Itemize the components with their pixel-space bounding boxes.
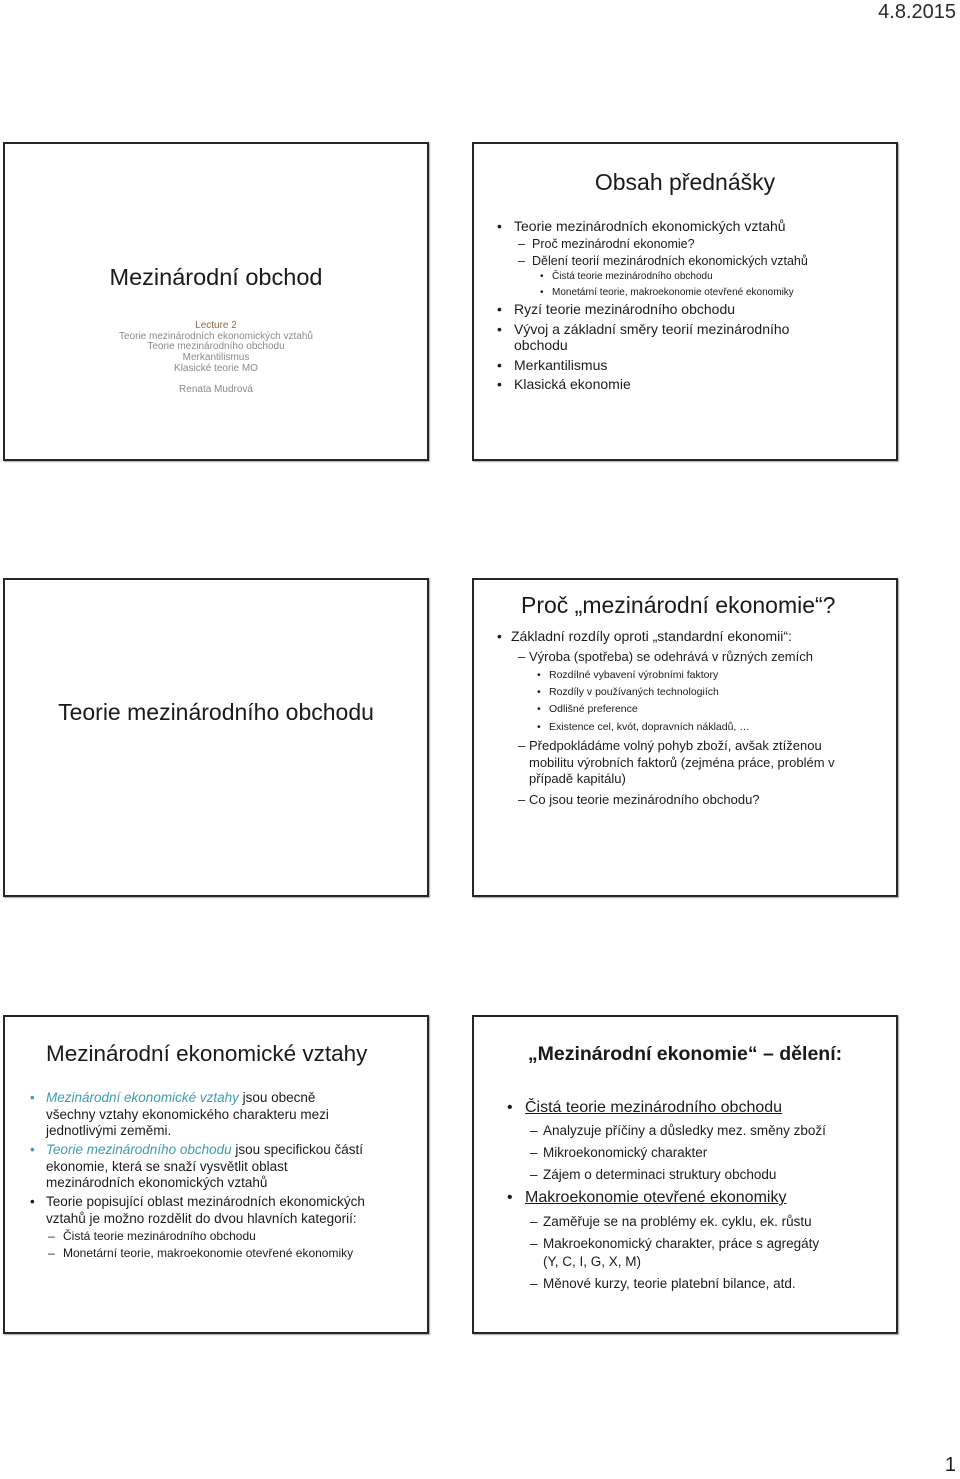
lecture-label: Lecture 2 (195, 320, 237, 331)
item-line: jednotlivými zeměmi. (46, 1123, 172, 1138)
sub-item: – Analyzuje příčiny a důsledky mez. směny zboží (543, 1122, 826, 1140)
slide-5 (3, 1015, 429, 1334)
item-line: případě kapitálu) (529, 771, 626, 786)
subtitle-line: Merkantilismus (182, 352, 250, 364)
bullet-item (46, 1090, 329, 1140)
page-number: 1 (944, 1454, 956, 1476)
subtitle-line: Klasické teorie MO (174, 362, 258, 374)
item-line: (Y, C, I, G, X, M) (543, 1254, 642, 1269)
sub-item: – Měnové kurzy, teorie platební bilance, atd. (543, 1275, 796, 1293)
item-line: – Makroekonomický charakter, práce s agregáty (543, 1236, 820, 1251)
slide-6 (472, 1015, 898, 1334)
item-line: všechny vztahy ekonomického charakteru mezi (46, 1106, 329, 1122)
sub-item: – Zaměřuje se na problémy ek. cyklu, ek. růstu (543, 1213, 812, 1231)
slide-subtitle (5, 321, 427, 375)
item-line: • Teorie popisující oblast mezinárodních ekonomických (46, 1194, 365, 1209)
bullet-item (46, 1142, 363, 1192)
slide-title: Obsah přednášky (594, 169, 776, 195)
slide-title: „Mezinárodní ekonomie“ – dělení: (527, 1043, 843, 1065)
sub-item (529, 738, 835, 788)
category-item (525, 1188, 786, 1208)
sub-item: – Výroba (spotřeba) se odehrává v různých zemích (529, 649, 813, 666)
outline-item: • Klasická ekonomie (514, 376, 631, 392)
item-line: vztahů je možno rozdělit do dvou hlavních kategorií: (46, 1210, 357, 1226)
outline-subitem: – Dělení teorií mezinárodních ekonomických vztahů (532, 253, 808, 269)
item-text: jsou specifickou částí (235, 1142, 363, 1157)
slide-3 (3, 578, 429, 897)
author-name: Renata Mudrová (179, 384, 253, 395)
item-text: jsou obecně (242, 1090, 316, 1105)
item-line: obchodu (514, 337, 568, 353)
item-line: ekonomie, která se snaží vysvětlit oblast (46, 1158, 288, 1174)
detail-item: • Rozdílné vybavení výrobními faktory (549, 669, 718, 682)
item-line: • Vývoj a základní směry teorií mezinárodního (514, 321, 790, 337)
item-line: mobilitu výrobních faktorů (zejména práce, problém v (529, 754, 835, 770)
sub-item: – Mikroekonomický charakter (543, 1144, 707, 1162)
subtitle-line: Teorie mezinárodních ekonomických vztahů (119, 330, 313, 342)
sub-item: – Zájem o determinaci struktury obchodu (543, 1166, 776, 1184)
outline-detail: • Čistá teorie mezinárodního obchodu (552, 270, 713, 283)
outline-item (514, 321, 789, 353)
sub-item: – Co jsou teorie mezinárodního obchodu? (529, 792, 760, 809)
detail-item: • Existence cel, kvót, dopravních nákladů, … (549, 721, 750, 734)
outline-detail: • Monetární teorie, makroekonomie otevřené ekonomiky (552, 286, 794, 299)
sub-item: – Monetární teorie, makroekonomie otevřené ekonomiky (63, 1245, 353, 1262)
emphasis-term: Teorie mezinárodního obchodu (46, 1142, 232, 1157)
slide-2 (472, 142, 898, 461)
slide-title: Mezinárodní ekonomické vztahy (46, 1041, 368, 1066)
outline-item: • Ryzí teorie mezinárodního obchodu (514, 301, 735, 317)
subtitle-line: Teorie mezinárodního obchodu (147, 341, 285, 353)
slide-title: Teorie mezinárodního obchodu (58, 699, 374, 725)
sub-item: – Čistá teorie mezinárodního obchodu (63, 1228, 256, 1245)
detail-item: • Rozdíly v používaných technologiích (549, 686, 719, 699)
slide-title: Mezinárodní obchod (109, 264, 323, 290)
bullet-item (46, 1194, 365, 1227)
slide-1 (3, 142, 429, 461)
sub-item (543, 1235, 819, 1271)
outline-item: • Teorie mezinárodních ekonomických vztahů (514, 218, 786, 234)
emphasis-term: Mezinárodní ekonomické vztahy (46, 1090, 239, 1105)
item-line (46, 1090, 329, 1107)
category-label: Makroekonomie otevřené ekonomiky (525, 1189, 787, 1206)
item-line: – Předpokládáme volný pohyb zboží, avšak ztíženou (529, 738, 822, 753)
item-line: mezinárodních ekonomických vztahů (46, 1175, 268, 1190)
detail-item: • Odlišné preference (549, 703, 638, 716)
item-line (46, 1142, 363, 1159)
outline-subitem: – Proč mezinárodní ekonomie? (532, 236, 695, 252)
category-item (525, 1098, 782, 1118)
page-date: 4.8.2015 (878, 1, 956, 23)
outline-item: • Merkantilismus (514, 357, 607, 373)
bullet-item: • Základní rozdíly oproti „standardní ekonomii“: (511, 628, 792, 645)
category-label: Čistá teorie mezinárodního obchodu (525, 1099, 783, 1116)
slide-title: Proč „mezinárodní ekonomie“? (521, 592, 836, 618)
slide-4 (472, 578, 898, 897)
